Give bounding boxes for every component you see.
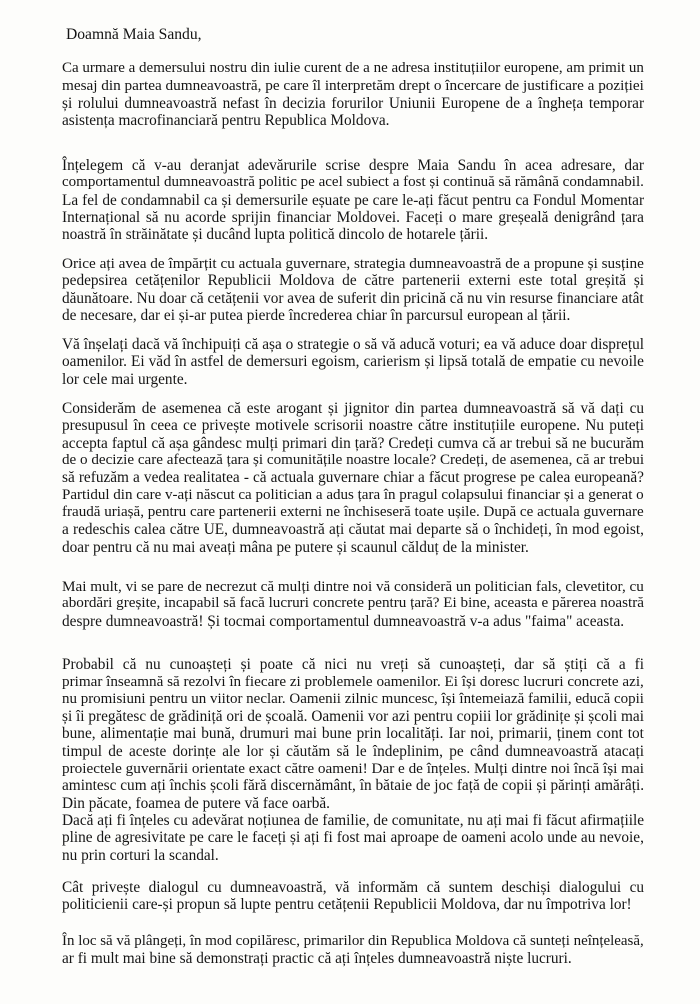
paragraph-line: Orice ați avea de împărțit cu actuala guvernare, strategia dumneavoastră de a propune și susține <box>62 255 644 272</box>
paragraph-line: Probabil că nu cunoașteți și poate că nici nu vreți să cunoașteți, dar să știți că a fi <box>62 656 644 673</box>
paragraph-line: În loc să vă plângeți, în mod copilăresc, primarilor din Republica Moldova că sunteți neînțeleasă, <box>62 933 644 949</box>
letter-greeting: Doamnă Maia Sandu, <box>66 26 202 43</box>
paragraph-line: timpul de aceste dorințe ale lor și căutăm să le îndeplinim, pe când dumneavoastră atacați <box>62 742 644 760</box>
letter-paragraph <box>62 578 644 630</box>
paragraph-line: de necesare, dar ei și-ar putea pierde încrederea chiar în parcursul european al țării. <box>62 307 571 325</box>
paragraph-line: nu prin corturi la scandal. <box>62 846 219 864</box>
paragraph-line: a redeschis calea către UE, dumneavoastră ați căutat mai departe să o închideți, în mod egoist, <box>62 521 644 539</box>
paragraph-line: mesaj din partea dumneavoastră, pe care îl interpretăm drept o încercare de justificare a poziției <box>62 77 644 95</box>
letter-paragraph <box>62 157 644 244</box>
paragraph-line: Considerăm de asemenea că este arogant și jignitor din partea dumneavoastră să vă dați cu <box>62 400 645 417</box>
paragraph-line: asistența macrofinanciară pentru Republica Moldova. <box>62 112 390 130</box>
paragraph-line: Dacă ați fi înțeles cu adevărat noțiunea de familie, de comunitate, nu ați mai fi făcut afirmațiile <box>62 812 644 830</box>
paragraph-line: și rolului dumneavoastră nefast în decizia forurilor Uniunii Europene de a îngheța temporar <box>62 94 645 112</box>
paragraph-line: oamenilor. Ei văd în astfel de demersuri egoism, carierism și lipsă totală de empatie cu nevoile <box>62 353 644 371</box>
letter-paragraph <box>62 336 644 388</box>
letter-paragraph <box>62 933 644 968</box>
paragraph-line: pline de agresivitate pe care le faceți și ați fi fost mai aproape de oameni acolo unde au nevoie, <box>62 829 644 847</box>
paragraph-line: Din păcate, foamea de putere vă face oarbă. <box>62 794 330 812</box>
paragraph-line: proiectele guvernării orientate exact către oameni! Dar e de înțeles. Mulți dintre noi încă își mai <box>62 760 644 778</box>
paragraph-line: presupusul în ceea ce privește motivele scrisorii noastre către instituțiile europene. Nu puteți <box>62 417 645 435</box>
paragraph-line: primar înseamnă să rezolvi în fiecare zi problemele oamenilor. Ei își doresc lucruri concrete azi, <box>62 673 644 691</box>
paragraph-line: Înțelegem că v-au deranjat adevărurile scrise despre Maia Sandu în acea adresare, dar <box>62 157 644 174</box>
paragraph-line: amintesc cum ați închis școli fără discernământ, în bătaie de joc față de copii și părinți amărâți. <box>62 777 645 795</box>
paragraph-line: Partidul din care v-ați născut ca politician a adus țara în pragul colapsului financiar și a generat o <box>62 486 644 503</box>
paragraph-line: să refuzăm a vedea realitatea - că actuala guvernare chiar a făcut progrese pe calea europeană? <box>62 469 644 487</box>
paragraph-line: nu promisiuni pentru un viitor neclar. Oamenii zilnic muncesc, își întemeiază familii, educă copii <box>62 690 644 707</box>
paragraph-line: fraudă uriașă, pentru care partenerii externi ne închiseseră toate ușile. După ce actuala guvernare <box>62 504 644 521</box>
letter-paragraph <box>62 656 644 864</box>
paragraph-line: bune, alimentație mai bună, drumuri mai bune prin localități. Iar noi, primarii, ținem cont tot <box>62 725 644 743</box>
paragraph-line: Vă înșelați dacă vă închipuiți că așa o strategie o să vă aducă voturi; ea vă aduce doar disprețul <box>62 336 644 353</box>
paragraph-line: Mai mult, vi se pare de necrezut că mulți dintre noi vă consideră un politician fals, clevetitor, cu <box>62 578 644 595</box>
paragraph-line: și îi pregătesc de grădiniță ori de școală. Oamenii vor azi pentru copiii lor grădinițe și școli mai <box>62 708 644 726</box>
paragraph-line: politicienii care-și propun să lupte pentru cetățenii Republicii Moldova, dar nu împotriva lor! <box>62 896 632 914</box>
paragraph-line: Internațional să nu acorde sprijin financiar Moldovei. Faceți o mare greșeală denigrând țara <box>62 209 644 227</box>
letter-paragraph <box>62 255 644 324</box>
paragraph-line: dăunătoare. Nu doar că cetățenii vor avea de suferit din pricină că nu vin resurse financiare atât <box>62 289 644 307</box>
paragraph-line: lor cele mai urgente. <box>62 370 188 388</box>
letter-paragraph <box>62 400 644 556</box>
paragraph-line: abordări greșite, incapabil să facă lucruri concrete pentru țară? Ei bine, aceasta e părerea noastră <box>62 595 644 612</box>
paragraph-line: noastră în străinătate și ducând lupta politică dincolo de hotarele țării. <box>62 226 489 244</box>
letter-paragraph <box>62 879 644 914</box>
paragraph-line: Ca urmare a demersului nostru din iulie curent de a ne adresa instituțiilor europene, am primit un <box>62 60 644 76</box>
paragraph-line: comportamentul dumneavoastră politic pe acel subiect a fost și continuă să rămână condamnabil. <box>62 174 644 191</box>
paragraph-line: ar fi mult mai bine să demonstrați practic că ați înțeles dumneavoastră niște lucruri. <box>62 950 572 968</box>
letter-paragraph <box>62 60 644 129</box>
paragraph-line: accepta faptul că așa gândesc mulți primari din țară? Credeți cumva că ar trebui să ne bucurăm <box>62 434 645 452</box>
paragraph-line: doar pentru că nu mai aveați mâna pe putere și scaunul călduț de la minister. <box>62 538 529 556</box>
paragraph-line: Cât privește dialogul cu dumneavoastră, vă informăm că suntem deschiși dialogului cu <box>62 879 645 896</box>
paragraph-line: despre dumneavoastră! Și tocmai comportamentul dumneavoastră v-a adus "faima" aceasta. <box>62 612 625 630</box>
paragraph-line: de o decizie care afectează țara și comunitățile noastre locale? Credeți, de asemenea, că ar trebui <box>62 452 645 469</box>
paragraph-line: pedepsirea cetățenilor Republicii Moldova de către partenerii externi este total greșită și <box>62 272 645 290</box>
paragraph-line: La fel de condamnabil ca și demersurile eșuate pe care le-ați făcut pentru ca Fondul Momentar <box>62 191 645 209</box>
